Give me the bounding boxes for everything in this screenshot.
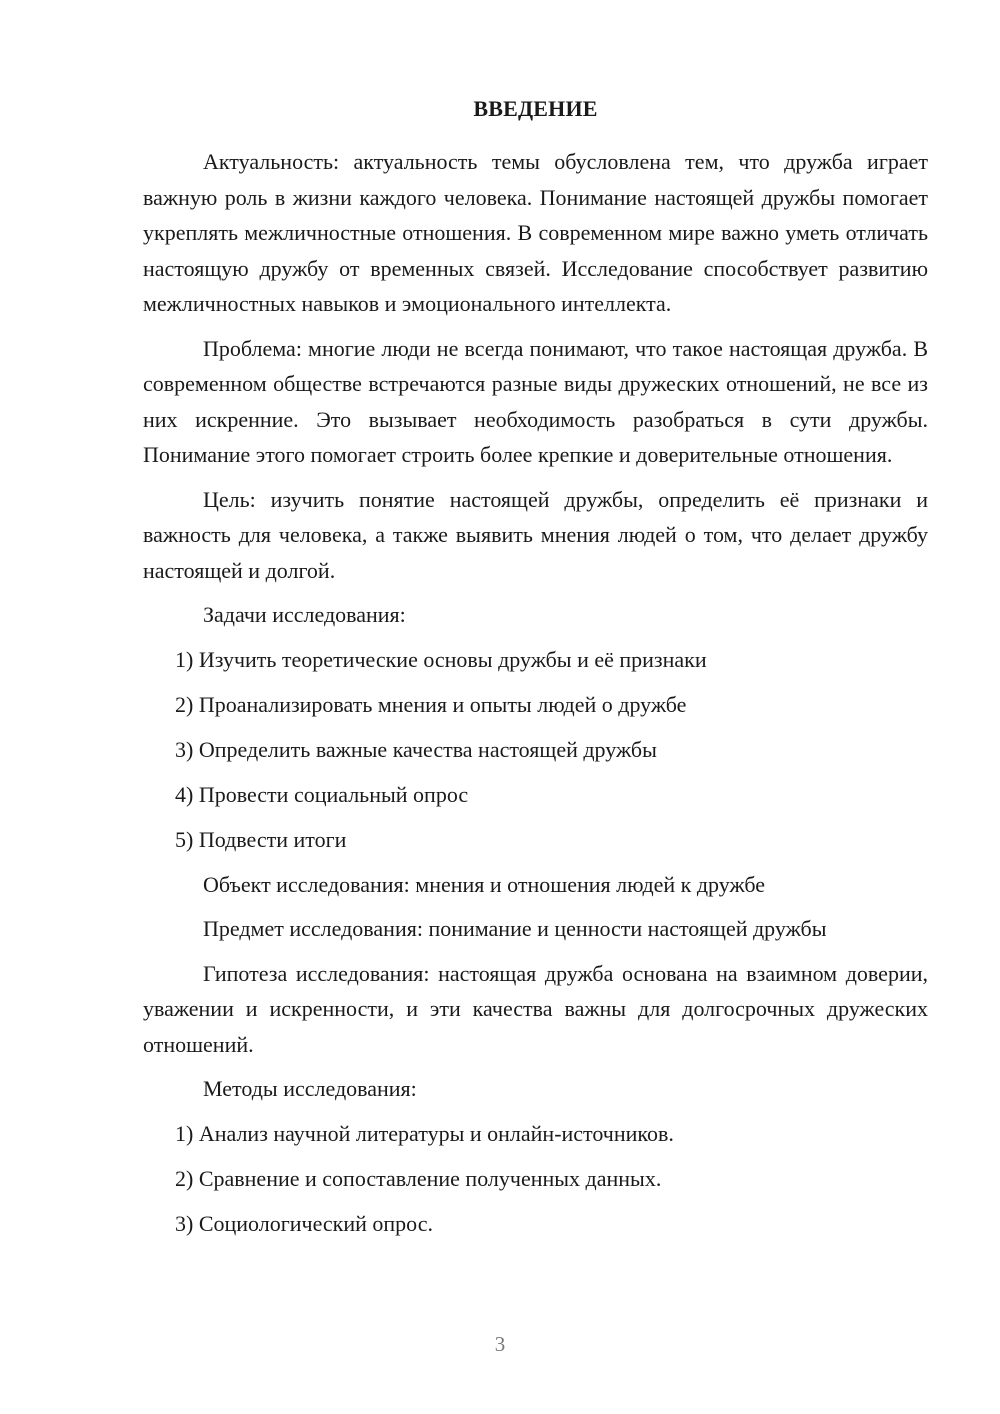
list-item: 1) Изучить теоретические основы дружбы и её признаки (175, 646, 707, 672)
list-item: 2) Проанализировать мнения и опыты людей о дружбе (175, 691, 687, 717)
list-item: 3) Определить важные качества настоящей дружбы (175, 736, 657, 762)
list-item: 2) Сравнение и сопоставление полученных данных. (175, 1165, 662, 1191)
tasks-list (143, 642, 928, 858)
list-item: 4) Провести социальный опрос (175, 781, 469, 807)
problem-paragraph: Проблема: многие люди не всегда понимают, что такое настоящая дружба. В современном обществе встречаются разные виды дружеских отношений, не все из них искренние. Это вызывает необходимость разобраться в сути дружбы. Понимание этого помогает строить более крепкие и доверительные отношения. (143, 335, 928, 467)
relevance-paragraph: Актуальность: актуальность темы обусловлена тем, что дружба играет важную роль в жизни каждого человека. Понимание настоящей дружбы помогает укреплять межличностные отношения. В современном мире важно уметь отличать настоящую дружбу от временных связей. Исследование способствует развитию межличностных навыков и эмоционального интеллекта. (143, 149, 928, 316)
section-title: ВВЕДЕНИЕ (473, 96, 598, 121)
list-item: 3) Социологический опрос. (175, 1210, 433, 1236)
subject-line: Предмет исследования: понимание и ценности настоящей дружбы (203, 916, 827, 941)
list-item: 1) Анализ научной литературы и онлайн-источников. (175, 1120, 674, 1146)
document-page (143, 92, 928, 1251)
goal-paragraph: Цель: изучить понятие настоящей дружбы, определить её признаки и важность для человека, а также выявить мнения людей о том, что делает дружбу настоящей и долгой. (143, 486, 928, 583)
tasks-heading: Задачи исследования: (203, 602, 406, 627)
methods-list (143, 1116, 928, 1242)
object-line: Объект исследования: мнения и отношения людей к дружбе (203, 871, 766, 897)
hypothesis-paragraph: Гипотеза исследования: настоящая дружба основана на взаимном доверии, уважении и искренности, и эти качества важны для долгосрочных дружеских отношений. (143, 960, 928, 1057)
list-item: 5) Подвести итоги (175, 826, 347, 852)
methods-heading: Методы исследования: (203, 1076, 417, 1101)
page-number: 3 (494, 1332, 506, 1356)
